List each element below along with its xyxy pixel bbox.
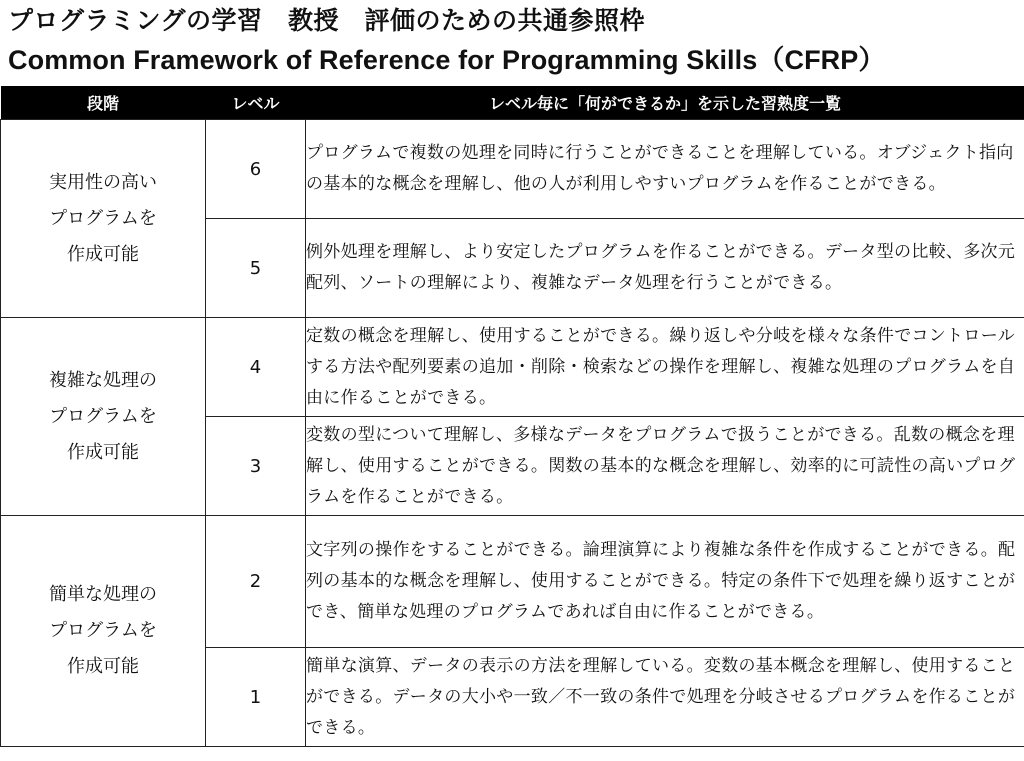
stage-cell-simple-processing: [1, 516, 206, 747]
stage-label-line: 作成可能: [67, 441, 139, 463]
stage-label-line: 作成可能: [67, 243, 139, 265]
level-description: 定数の概念を理解し、使用することができる。繰り返しや分岐を様々な条件でコントロールする方法や配列要素の追加・削除・検索などの操作を理解し、複雑な処理のプログラムを自由に作ることができる。: [306, 318, 1024, 417]
stage-label-line: 簡単な処理の: [49, 584, 157, 605]
level-number: 5: [206, 219, 306, 318]
column-header-description: レベル毎に「何ができるか」を示した習熟度一覧: [306, 86, 1024, 120]
column-header-stage: 段階: [1, 86, 206, 120]
table-row: [1, 318, 1024, 417]
level-description: 簡単な演算、データの表示の方法を理解している。変数の基本概念を理解し、使用することができる。データの大小や一致／不一致の条件で処理を分岐させるプログラムを作ることができる。: [306, 648, 1024, 747]
level-number: 4: [206, 318, 306, 417]
level-number: 6: [206, 120, 306, 219]
level-number: 2: [206, 516, 306, 648]
column-header-level: レベル: [206, 86, 306, 120]
table-row: [1, 120, 1024, 219]
stage-label-line: 複雑な処理の: [49, 369, 157, 391]
level-description: 文字列の操作をすることができる。論理演算により複雑な条件を作成することができる。配列の基本的な概念を理解し、使用することができる。特定の条件下で処理を繰り返すことができ、簡単な処理のプログラムであれば自由に作ることができる。: [306, 516, 1024, 648]
stage-label-line: 実用性の高い: [49, 171, 157, 193]
level-number: 1: [206, 648, 306, 747]
table-header-row: [1, 86, 1024, 120]
level-description: 例外処理を理解し、より安定したプログラムを作ることができる。データ型の比較、多次元配列、ソートの理解により、複雑なデータ処理を行うことができる。: [306, 219, 1024, 318]
level-description: プログラムで複数の処理を同時に行うことができることを理解している。オブジェクト指向の基本的な概念を理解し、他の人が利用しやすいプログラムを作ることができる。: [306, 120, 1024, 219]
table-row: [1, 516, 1024, 648]
level-description: 変数の型について理解し、多様なデータをプログラムで扱うことができる。乱数の概念を理解し、使用することができる。関数の基本的な概念を理解し、効率的に可読性の高いプログラムを作ることができる。: [306, 417, 1024, 516]
stage-label-line: プログラムを: [49, 405, 157, 427]
stage-label-line: プログラムを: [49, 207, 157, 229]
stage-label-line: 作成可能: [67, 656, 139, 677]
cfrp-table: [0, 86, 1024, 747]
stage-cell-high-practicality: [1, 120, 206, 318]
page-title-english: Common Framework of Reference for Programming Skills（CFRP）: [8, 45, 886, 75]
page-title-japanese: プログラミングの学習 教授 評価のための共通参照枠: [8, 6, 646, 35]
stage-cell-complex-processing: [1, 318, 206, 516]
level-number: 3: [206, 417, 306, 516]
stage-label-line: プログラムを: [49, 620, 157, 641]
